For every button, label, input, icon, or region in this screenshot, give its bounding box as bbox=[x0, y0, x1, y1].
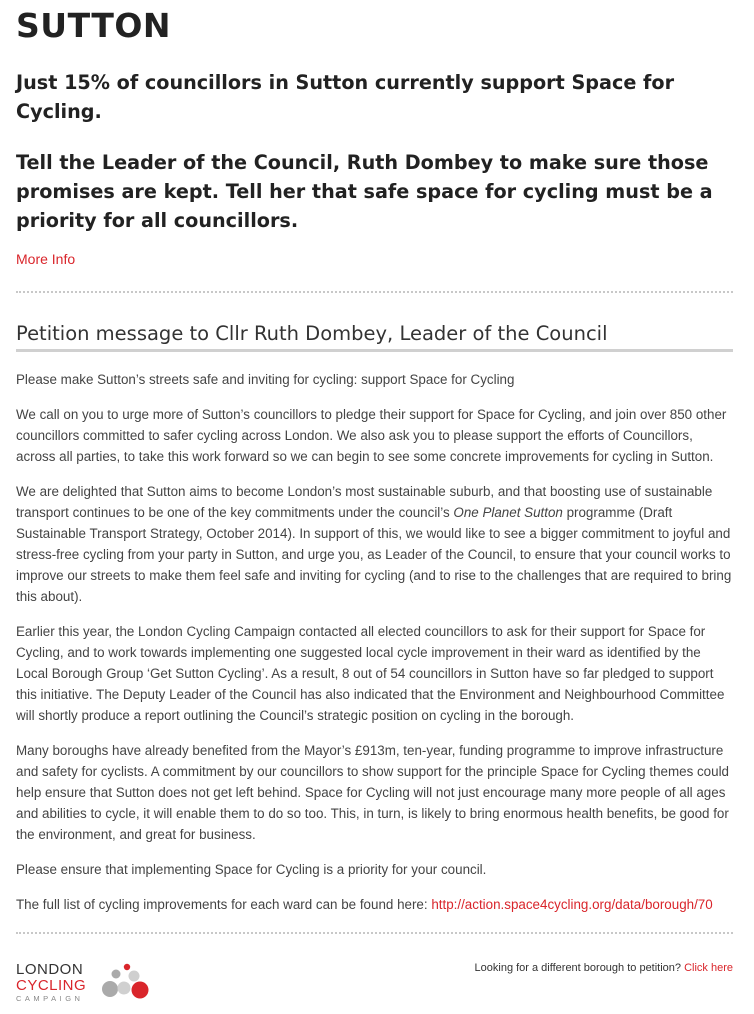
logo-line-cycling: CYCLING bbox=[16, 977, 87, 994]
logo-line-london: LONDON bbox=[16, 961, 84, 978]
footer bbox=[16, 934, 733, 1014]
london-cycling-campaign-logo[interactable] bbox=[16, 962, 156, 1002]
petition-paragraph-3 bbox=[16, 481, 733, 607]
dotted-divider bbox=[16, 291, 733, 293]
petition-paragraph-3-end: programme (Draft Sustainable Transport Strategy, October 2014). In support of this, we would like to see a bigger commitment to joyful and stress-free cycling from your party in Sutton, and urge you, as Leader of the Council, to ensure that your council works to improve our streets to make them feel safe and inviting for cycling (and to rise to the challenges that are required to bring this about). bbox=[16, 505, 732, 604]
logo-line-campaign: CAMPAIGN bbox=[16, 994, 84, 1003]
petition-paragraph-6: Please ensure that implementing Space for Cycling is a priority for your council. bbox=[16, 862, 487, 877]
one-planet-sutton-emphasis: One Planet Sutton bbox=[453, 505, 563, 520]
different-borough-text: Looking for a different borough to petition? bbox=[474, 962, 685, 974]
click-here-link[interactable]: Click here bbox=[684, 962, 733, 974]
page-title: SUTTON bbox=[16, 6, 172, 45]
ward-list-intro: The full list of cycling improvements for each ward can be found here: bbox=[16, 897, 432, 912]
petition-paragraph-2: We call on you to urge more of Sutton’s councillors to pledge their support for Space for Cycling, and join over 850 other councillors committed to safer cycling across London. We also ask you to please support the efforts of Councillors, across all parties, to take this work forward so we can begin to see some concrete improvements for cycling in Sutton. bbox=[16, 407, 727, 464]
headline-call-to-action: Tell the Leader of the Council, Ruth Dombey to make sure those promises are kept. Tell her that safe space for cycling must be a priority for all councillors. bbox=[16, 151, 713, 232]
different-borough-prompt bbox=[475, 962, 733, 974]
petition-paragraph-7 bbox=[16, 894, 733, 915]
petition-paragraph-1: Please make Sutton’s streets safe and inviting for cycling: support Space for Cycling bbox=[16, 372, 515, 387]
borough-data-link[interactable]: http://action.space4cycling.org/data/borough/70 bbox=[431, 897, 713, 912]
logo-circles-icon bbox=[100, 962, 156, 1002]
petition-title: Petition message to Cllr Ruth Dombey, Leader of the Council bbox=[16, 321, 733, 352]
headline-support-stat: Just 15% of councillors in Sutton currently support Space for Cycling. bbox=[16, 71, 675, 123]
petition-paragraph-4: Earlier this year, the London Cycling Campaign contacted all elected councillors to ask for their support for Space for Cycling, and to work towards implementing one suggested local cycle improvement in their ward as identified by the Local Borough Group ‘Get Sutton Cycling’. As a result, 8 out of 54 councillors in Sutton have so far pledged to support this initiative. The Deputy Leader of the Council has also indicated that the Environment and Neighbourhood Committee will shortly produce a report outlining the Council’s strategic position on cycling in the borough. bbox=[16, 624, 725, 723]
petition-paragraph-5: Many boroughs have already benefited from the Mayor’s £913m, ten-year, funding programme to improve infrastructure and safety for cyclists. A commitment by our councillors to show support for the principle Space for Cycling themes could help ensure that Sutton does not get left behind. Space for Cycling will not just encourage many more people of all ages and abilities to cycle, it will enable them to do so too. This, in turn, is likely to bring enormous health benefits, be good for the environment, and great for business. bbox=[16, 743, 729, 842]
more-info-link[interactable]: More Info bbox=[16, 251, 76, 267]
petition-paragraph-3-start: We are delighted that Sutton aims to become London’s most sustainable suburb, and that boosting use of sustainable transport continues to be one of the key commitments under the council’s bbox=[16, 484, 713, 520]
